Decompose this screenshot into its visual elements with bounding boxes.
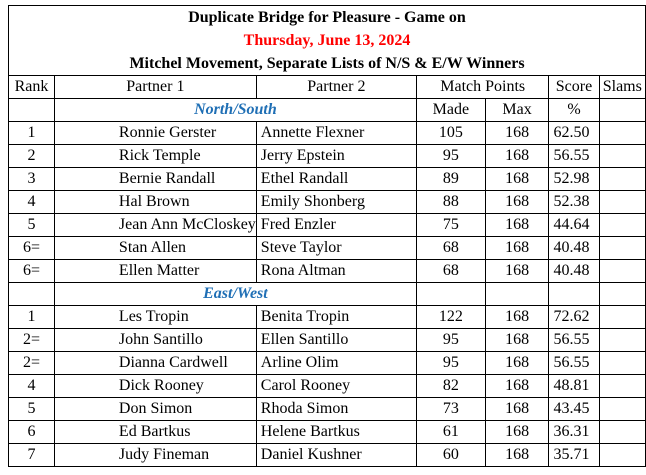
score-cell: 72.62: [549, 306, 599, 329]
max-cell: 168: [485, 329, 549, 352]
table-row: [9, 421, 646, 444]
partner1-cell: Bernie Randall: [54, 168, 256, 191]
table-row: [9, 145, 646, 168]
header-partner1: Partner 1: [54, 76, 256, 99]
partner1-cell: Dick Rooney: [54, 375, 256, 398]
slams-cell: [599, 122, 645, 145]
partner1-cell: Ronnie Gerster: [54, 122, 256, 145]
made-cell: 68: [416, 260, 485, 283]
rank-cell: 7: [9, 444, 55, 467]
rank-cell: 1: [9, 306, 55, 329]
section-blank: [599, 283, 645, 306]
partner2-cell: Arline Olim: [256, 352, 416, 375]
slams-cell: [599, 398, 645, 421]
header-max: Max: [485, 99, 549, 122]
partner1-cell: Hal Brown: [54, 191, 256, 214]
table-row: [9, 375, 646, 398]
section-blank: [599, 99, 645, 122]
table-row: [9, 260, 646, 283]
slams-cell: [599, 306, 645, 329]
max-cell: 168: [485, 444, 549, 467]
rank-cell: 6=: [9, 237, 55, 260]
table-row: [9, 237, 646, 260]
max-cell: 168: [485, 145, 549, 168]
slams-cell: [599, 168, 645, 191]
score-cell: 62.50: [549, 122, 599, 145]
made-cell: 105: [416, 122, 485, 145]
rank-cell: 6=: [9, 260, 55, 283]
max-cell: 168: [485, 375, 549, 398]
table-row: [9, 444, 646, 467]
max-cell: 168: [485, 398, 549, 421]
partner1-cell: Judy Fineman: [54, 444, 256, 467]
table-row: [9, 306, 646, 329]
score-cell: 44.64: [549, 214, 599, 237]
partner2-cell: Annette Flexner: [256, 122, 416, 145]
max-cell: 168: [485, 168, 549, 191]
made-cell: 89: [416, 168, 485, 191]
partner2-cell: Carol Rooney: [256, 375, 416, 398]
rank-cell: 4: [9, 375, 55, 398]
score-cell: 56.55: [549, 145, 599, 168]
score-cell: 56.55: [549, 329, 599, 352]
partner2-cell: Emily Shonberg: [256, 191, 416, 214]
score-cell: 40.48: [549, 237, 599, 260]
partner2-cell: Fred Enzler: [256, 214, 416, 237]
partner2-cell: Rhoda Simon: [256, 398, 416, 421]
game-date: Thursday, June 13, 2024: [9, 29, 646, 52]
partner1-cell: John Santillo: [54, 329, 256, 352]
score-cell: 56.55: [549, 352, 599, 375]
table-row: [9, 214, 646, 237]
made-cell: 61: [416, 421, 485, 444]
partner1-cell: Les Tropin: [54, 306, 256, 329]
header-made: Made: [416, 99, 485, 122]
section-blank: [549, 283, 599, 306]
section-label: North/South: [54, 99, 416, 122]
partner1-cell: Dianna Cardwell: [54, 352, 256, 375]
section-spacer: [9, 99, 55, 122]
partner2-cell: Ethel Randall: [256, 168, 416, 191]
max-cell: 168: [485, 237, 549, 260]
rank-cell: 4: [9, 191, 55, 214]
results-table: [8, 5, 646, 467]
table-row: [9, 168, 646, 191]
section-header-row: [9, 283, 646, 306]
partner2-cell: Benita Tropin: [256, 306, 416, 329]
rank-cell: 3: [9, 168, 55, 191]
rank-cell: 5: [9, 214, 55, 237]
rank-cell: 1: [9, 122, 55, 145]
slams-cell: [599, 329, 645, 352]
max-cell: 168: [485, 260, 549, 283]
page-title: Duplicate Bridge for Pleasure - Game on: [9, 6, 646, 30]
section-blank: [416, 283, 485, 306]
header-match-points: Match Points: [416, 76, 549, 99]
score-cell: 40.48: [549, 260, 599, 283]
table-row: [9, 122, 646, 145]
max-cell: 168: [485, 191, 549, 214]
header-rank: Rank: [9, 76, 55, 99]
made-cell: 68: [416, 237, 485, 260]
table-row: [9, 191, 646, 214]
partner1-cell: Jean Ann McCloskey: [54, 214, 256, 237]
score-cell: 48.81: [549, 375, 599, 398]
table-row: [9, 398, 646, 421]
made-cell: 88: [416, 191, 485, 214]
partner1-cell: Rick Temple: [54, 145, 256, 168]
partner2-cell: Jerry Epstein: [256, 145, 416, 168]
slams-cell: [599, 352, 645, 375]
partner2-cell: Helene Bartkus: [256, 421, 416, 444]
max-cell: 168: [485, 352, 549, 375]
max-cell: 168: [485, 214, 549, 237]
rank-cell: 2: [9, 145, 55, 168]
slams-cell: [599, 444, 645, 467]
made-cell: 73: [416, 398, 485, 421]
results-sheet: [8, 5, 646, 467]
max-cell: 168: [485, 122, 549, 145]
section-spacer: [9, 283, 55, 306]
slams-cell: [599, 191, 645, 214]
table-row: [9, 352, 646, 375]
partner1-cell: Ellen Matter: [54, 260, 256, 283]
partner1-cell: Ed Bartkus: [54, 421, 256, 444]
partner1-cell: Don Simon: [54, 398, 256, 421]
partner2-cell: Ellen Santillo: [256, 329, 416, 352]
score-cell: 52.38: [549, 191, 599, 214]
max-cell: 168: [485, 421, 549, 444]
slams-cell: [599, 237, 645, 260]
partner2-cell: Rona Altman: [256, 260, 416, 283]
slams-cell: [599, 260, 645, 283]
made-cell: 95: [416, 329, 485, 352]
partner2-cell: Daniel Kushner: [256, 444, 416, 467]
partner2-cell: Steve Taylor: [256, 237, 416, 260]
made-cell: 60: [416, 444, 485, 467]
score-cell: 35.71: [549, 444, 599, 467]
score-cell: 36.31: [549, 421, 599, 444]
score-cell: 52.98: [549, 168, 599, 191]
header-score: Score: [549, 76, 599, 99]
max-cell: 168: [485, 306, 549, 329]
movement-subtitle: Mitchel Movement, Separate Lists of N/S & E/W Winners: [9, 52, 646, 76]
rank-cell: 2=: [9, 352, 55, 375]
table-row: [9, 329, 646, 352]
rank-cell: 5: [9, 398, 55, 421]
section-blank: [485, 283, 549, 306]
made-cell: 95: [416, 352, 485, 375]
slams-cell: [599, 214, 645, 237]
made-cell: 95: [416, 145, 485, 168]
partner1-cell: Stan Allen: [54, 237, 256, 260]
made-cell: 75: [416, 214, 485, 237]
slams-cell: [599, 421, 645, 444]
slams-cell: [599, 375, 645, 398]
made-cell: 122: [416, 306, 485, 329]
slams-cell: [599, 145, 645, 168]
rank-cell: 6: [9, 421, 55, 444]
section-label: East/West: [54, 283, 416, 306]
header-partner2: Partner 2: [256, 76, 416, 99]
score-cell: 43.45: [549, 398, 599, 421]
header-percent: %: [549, 99, 599, 122]
section-header-row: [9, 99, 646, 122]
header-slams: Slams: [599, 76, 645, 99]
made-cell: 82: [416, 375, 485, 398]
rank-cell: 2=: [9, 329, 55, 352]
